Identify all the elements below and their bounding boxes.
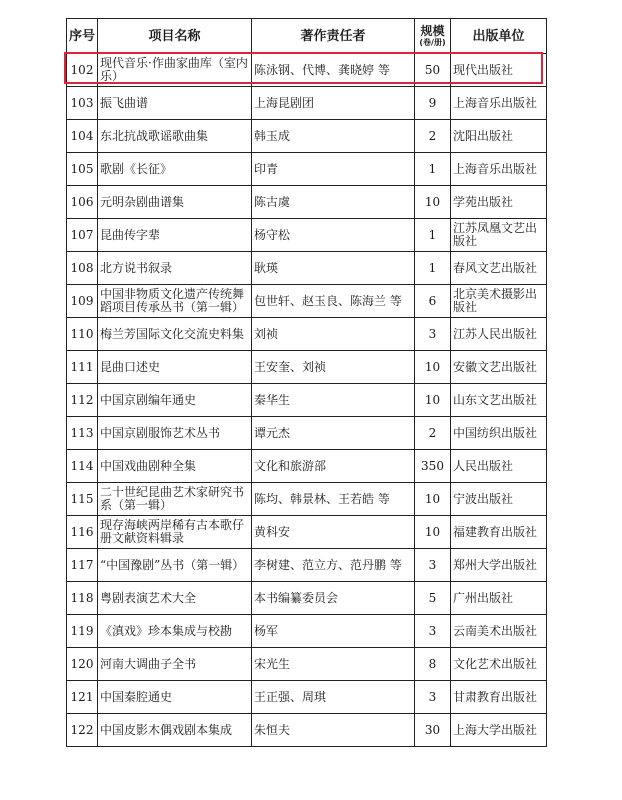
- cell-project-name: 现代音乐·作曲家曲库（室内乐）: [98, 54, 252, 87]
- cell-project-name: 歌剧《长征》: [98, 153, 252, 186]
- table-row: [67, 384, 547, 417]
- cell-author: 文化和旅游部: [252, 450, 415, 483]
- cell-scale: 10: [415, 516, 451, 549]
- cell-scale: 1: [415, 153, 451, 186]
- cell-publisher: 人民出版社: [451, 450, 547, 483]
- header-scale-unit: (卷/册): [419, 38, 446, 47]
- cell-project-name: 东北抗战歌谣歌曲集: [98, 120, 252, 153]
- table-row: [67, 483, 547, 516]
- table-header-row: [67, 19, 547, 54]
- cell-publisher: 甘肃教育出版社: [451, 681, 547, 714]
- cell-project-name: “中国豫剧”丛书（第一辑）: [98, 549, 252, 582]
- cell-number: 115: [67, 483, 98, 516]
- cell-number: 107: [67, 219, 98, 252]
- table-row: [67, 318, 547, 351]
- cell-author: 陈泳钢、代博、龚晓婷 等: [252, 54, 415, 87]
- cell-scale: 6: [415, 285, 451, 318]
- cell-author: 陈古虞: [252, 186, 415, 219]
- cell-author: 印青: [252, 153, 415, 186]
- cell-scale: 10: [415, 483, 451, 516]
- cell-author: 宋光生: [252, 648, 415, 681]
- cell-number: 113: [67, 417, 98, 450]
- cell-publisher: 学苑出版社: [451, 186, 547, 219]
- cell-project-name: 中国京剧编年通史: [98, 384, 252, 417]
- cell-scale: 9: [415, 87, 451, 120]
- header-author: 著作责任者: [252, 19, 415, 54]
- cell-project-name: 河南大调曲子全书: [98, 648, 252, 681]
- table-row: [67, 450, 547, 483]
- cell-project-name: 元明杂剧曲谱集: [98, 186, 252, 219]
- table-row: [67, 549, 547, 582]
- cell-scale: 8: [415, 648, 451, 681]
- table-row: [67, 87, 547, 120]
- table-row: [67, 219, 547, 252]
- cell-project-name: 中国戏曲剧种全集: [98, 450, 252, 483]
- publication-table: [66, 18, 547, 747]
- cell-project-name: 二十世纪昆曲艺术家研究书系（第一辑）: [98, 483, 252, 516]
- cell-author: 黄科安: [252, 516, 415, 549]
- cell-publisher: 中国纺织出版社: [451, 417, 547, 450]
- cell-number: 108: [67, 252, 98, 285]
- cell-number: 117: [67, 549, 98, 582]
- cell-project-name: 昆曲传字辈: [98, 219, 252, 252]
- cell-author: 李树建、范立方、范丹鹏 等: [252, 549, 415, 582]
- cell-project-name: 《滇戏》珍本集成与校勘: [98, 615, 252, 648]
- cell-publisher: 郑州大学出版社: [451, 549, 547, 582]
- cell-scale: 10: [415, 351, 451, 384]
- table-row: [67, 120, 547, 153]
- cell-publisher: 春风文艺出版社: [451, 252, 547, 285]
- header-scale-label: 规模: [420, 24, 445, 38]
- cell-number: 103: [67, 87, 98, 120]
- cell-scale: 2: [415, 417, 451, 450]
- cell-project-name: 中国皮影木偶戏剧本集成: [98, 714, 252, 747]
- cell-scale: 50: [415, 54, 451, 87]
- table-row: [67, 186, 547, 219]
- cell-scale: 3: [415, 318, 451, 351]
- cell-author: 王正强、周琪: [252, 681, 415, 714]
- cell-number: 106: [67, 186, 98, 219]
- cell-author: 本书编纂委员会: [252, 582, 415, 615]
- table-row: [67, 153, 547, 186]
- table-row: [67, 351, 547, 384]
- cell-author: 王安奎、刘祯: [252, 351, 415, 384]
- cell-number: 114: [67, 450, 98, 483]
- cell-number: 109: [67, 285, 98, 318]
- cell-project-name: 中国京剧服饰艺术丛书: [98, 417, 252, 450]
- cell-project-name: 梅兰芳国际文化交流史料集: [98, 318, 252, 351]
- table-row: [67, 615, 547, 648]
- cell-project-name: 现存海峡两岸稀有古本歌仔册文献资料辑录: [98, 516, 252, 549]
- header-number: 序号: [67, 19, 98, 54]
- cell-author: 韩玉成: [252, 120, 415, 153]
- cell-project-name: 昆曲口述史: [98, 351, 252, 384]
- cell-scale: 3: [415, 549, 451, 582]
- table-row: [67, 516, 547, 549]
- cell-author: 朱恒夫: [252, 714, 415, 747]
- cell-author: 上海昆剧团: [252, 87, 415, 120]
- cell-scale: 1: [415, 252, 451, 285]
- table-row: [67, 285, 547, 318]
- cell-scale: 5: [415, 582, 451, 615]
- cell-publisher: 沈阳出版社: [451, 120, 547, 153]
- cell-number: 116: [67, 516, 98, 549]
- cell-author: 秦华生: [252, 384, 415, 417]
- header-publisher: 出版单位: [451, 19, 547, 54]
- table-row: [67, 252, 547, 285]
- table-row: [67, 681, 547, 714]
- cell-number: 119: [67, 615, 98, 648]
- cell-number: 122: [67, 714, 98, 747]
- cell-project-name: 振飞曲谱: [98, 87, 252, 120]
- cell-scale: 2: [415, 120, 451, 153]
- cell-publisher: 宁波出版社: [451, 483, 547, 516]
- cell-scale: 3: [415, 615, 451, 648]
- table-row: [67, 54, 547, 87]
- cell-publisher: 北京美术摄影出版社: [451, 285, 547, 318]
- table-row: [67, 582, 547, 615]
- cell-number: 102: [67, 54, 98, 87]
- cell-project-name: 中国非物质文化遗产传统舞蹈项目传承丛书（第一辑）: [98, 285, 252, 318]
- cell-publisher: 山东文艺出版社: [451, 384, 547, 417]
- cell-publisher: 上海音乐出版社: [451, 153, 547, 186]
- cell-number: 121: [67, 681, 98, 714]
- table-row: [67, 714, 547, 747]
- cell-publisher: 福建教育出版社: [451, 516, 547, 549]
- cell-number: 104: [67, 120, 98, 153]
- cell-scale: 30: [415, 714, 451, 747]
- cell-author: 包世轩、赵玉良、陈海兰 等: [252, 285, 415, 318]
- cell-scale: 10: [415, 186, 451, 219]
- cell-scale: 3: [415, 681, 451, 714]
- cell-author: 刘祯: [252, 318, 415, 351]
- cell-scale: 10: [415, 384, 451, 417]
- cell-author: 谭元杰: [252, 417, 415, 450]
- cell-number: 112: [67, 384, 98, 417]
- header-project-name: 项目名称: [98, 19, 252, 54]
- cell-project-name: 北方说书叙录: [98, 252, 252, 285]
- cell-project-name: 粤剧表演艺术大全: [98, 582, 252, 615]
- cell-scale: 1: [415, 219, 451, 252]
- table-row: [67, 648, 547, 681]
- cell-number: 105: [67, 153, 98, 186]
- cell-author: 陈均、韩景林、王若皓 等: [252, 483, 415, 516]
- cell-publisher: 云南美术出版社: [451, 615, 547, 648]
- header-scale: [415, 19, 451, 54]
- cell-publisher: 现代出版社: [451, 54, 547, 87]
- cell-publisher: 上海音乐出版社: [451, 87, 547, 120]
- cell-author: 杨守松: [252, 219, 415, 252]
- cell-publisher: 文化艺术出版社: [451, 648, 547, 681]
- cell-publisher: 上海大学出版社: [451, 714, 547, 747]
- cell-publisher: 江苏凤凰文艺出版社: [451, 219, 547, 252]
- table-row: [67, 417, 547, 450]
- cell-author: 杨军: [252, 615, 415, 648]
- cell-publisher: 广州出版社: [451, 582, 547, 615]
- cell-publisher: 安徽文艺出版社: [451, 351, 547, 384]
- cell-author: 耿瑛: [252, 252, 415, 285]
- cell-number: 118: [67, 582, 98, 615]
- cell-number: 120: [67, 648, 98, 681]
- cell-number: 110: [67, 318, 98, 351]
- cell-publisher: 江苏人民出版社: [451, 318, 547, 351]
- cell-scale: 350: [415, 450, 451, 483]
- cell-number: 111: [67, 351, 98, 384]
- cell-project-name: 中国秦腔通史: [98, 681, 252, 714]
